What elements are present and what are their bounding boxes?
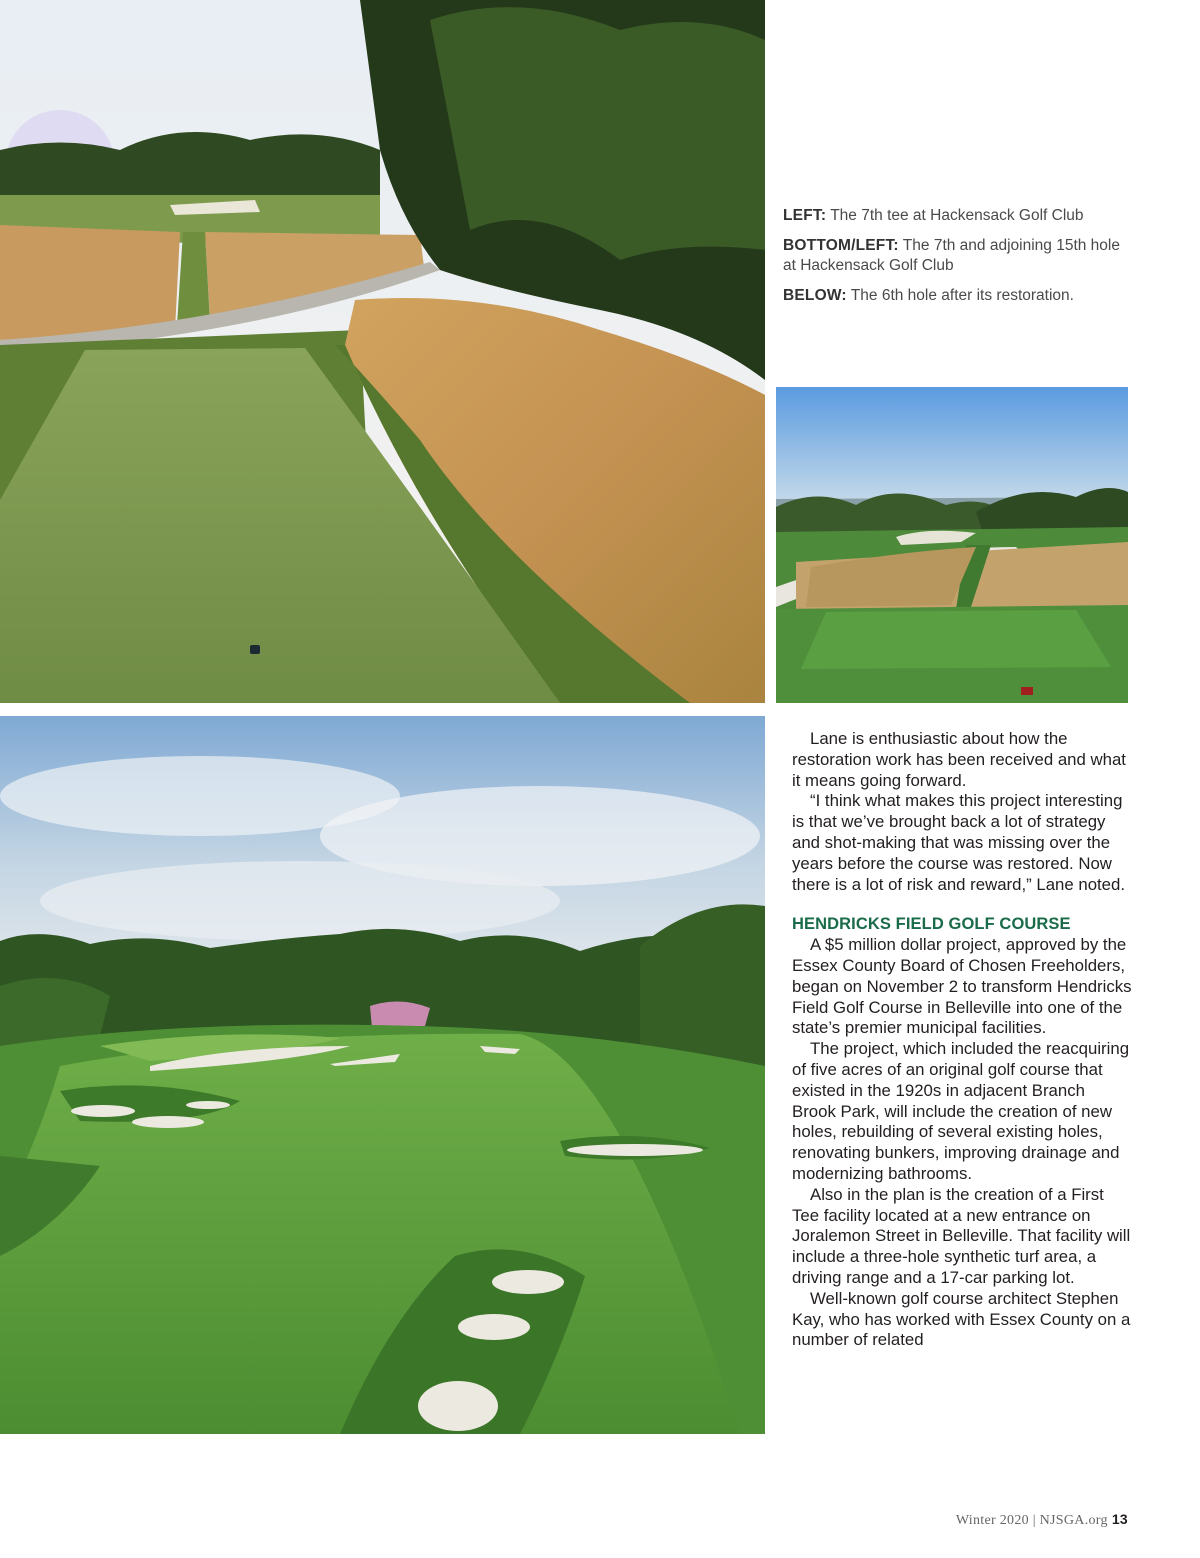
page-number: 13 <box>1111 1511 1128 1527</box>
photo-captions <box>783 206 1128 315</box>
article-paragraph: Also in the plan is the creation of a First Tee facility located at a new entrance on Joralemon Street in Belleville. That facility will include a three-hole synthetic turf area, a driving range and a 17-car parking lot. <box>792 1184 1131 1287</box>
page-footer <box>956 1511 1128 1529</box>
article-paragraph: A $5 million dollar project, approved by the Essex County Board of Chosen Freeholders, began on November 2 to transform Hendricks Field Golf Course in Belleville into one of the state’s premier municipal facilities. <box>792 935 1132 1038</box>
article-paragraph: Well-known golf course architect Stephen Kay, who has worked with Essex County on a number of related <box>792 1288 1131 1350</box>
caption-bottom-left: BOTTOM/LEFT: The 7th and adjoining 15th hole at Hackensack Golf Club <box>783 236 1120 274</box>
photo-7th-15th-hole <box>0 716 765 1434</box>
article-paragraph: “I think what makes this project interesting is that we’ve brought back a lot of strategy and shot-making that was missing over the years before the course was restored. Now there is a lot of risk and reward,” Lane noted. <box>792 791 1126 894</box>
caption-below: BELOW: The 6th hole after its restoration. <box>783 286 1074 304</box>
photo-7th-tee <box>0 0 765 703</box>
issue-label: Winter 2020 | NJSGA.org <box>955 1513 1108 1528</box>
photo-6th-hole <box>776 387 1128 703</box>
article-paragraph: Lane is enthusiastic about how the restoration work has been received and what it means going forward. <box>792 729 1126 790</box>
section-heading: HENDRICKS FIELD GOLF COURSE <box>792 915 1071 934</box>
article-paragraph: The project, which included the reacquiring of five acres of an original golf course that existed in the 1920s in adjacent Branch Brook Park, will include the creation of new holes, rebuilding of several existing holes, renovating bunkers, improving drainage and modernizing bathrooms. <box>792 1039 1130 1183</box>
article-body <box>792 729 1132 1351</box>
caption-left: LEFT: The 7th tee at Hackensack Golf Club <box>783 207 1084 224</box>
